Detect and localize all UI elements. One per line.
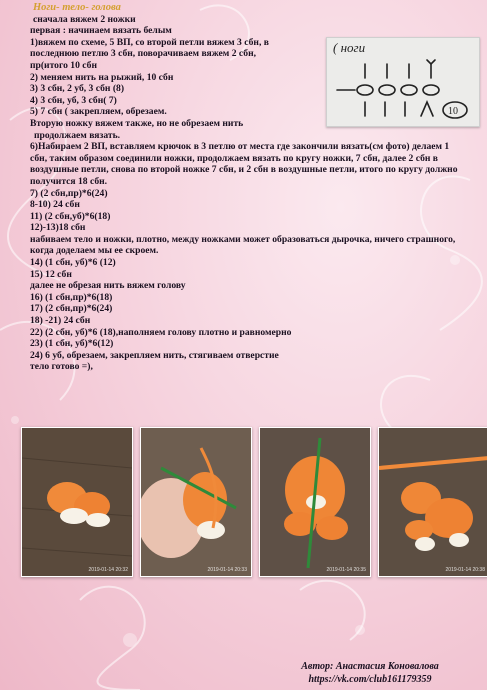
photo-1 <box>21 427 133 577</box>
pattern-text <box>30 2 458 373</box>
text-line: 23) (1 сбн, уб)*6(12) <box>30 338 114 350</box>
text-line: 3) 3 сбн, 2 уб, 3 сбн (8) <box>30 83 125 95</box>
text-line: 24) 6 уб, обрезаем, закрепляем нить, стягиваем отверстие <box>30 349 279 361</box>
text-line: 1)вяжем по схеме, 5 ВП, со второй петли вяжем 3 сбн, в <box>30 36 269 48</box>
text-line: 18) -21) 24 сбн <box>30 315 91 327</box>
photo-2 <box>140 427 252 577</box>
text-line: далее не обрезая нить вяжем голову <box>30 280 186 292</box>
text-line: первая : начинаем вязать белым <box>30 25 172 37</box>
photo-timestamp: 2019-01-14 20:33 <box>207 567 247 573</box>
section-title: Ноги- тело- голова <box>33 2 121 13</box>
text-paragraph: набиваем тело и ножки, плотно, между ножками может образоваться дырочка, ничего страшного, когда доделаем мы ее скроем. <box>30 233 456 257</box>
text-line: 8-10) 24 сбн <box>30 199 80 211</box>
text-line: 5) 7 сбн ( закрепляем, обрезаем. <box>30 106 167 118</box>
photo-timestamp: 2019-01-14 20:32 <box>88 567 128 573</box>
text-line: 4) 3 сбн, уб, 3 сбн( 7) <box>30 94 117 106</box>
text-line: 2) меняем нить на рыжий, 10 сбн <box>30 71 174 83</box>
text-line: тело готово =), <box>30 361 93 373</box>
author-link[interactable]: https://vk.com/club161179359 <box>308 674 432 685</box>
text-line: 12)-13)18 сбн <box>30 222 86 234</box>
text-line: 16) (1 сбн,пр)*6(18) <box>30 291 113 303</box>
text-line: продолжаем вязать. <box>34 129 121 141</box>
text-paragraph: 6)Набираем 2 ВП, вставляем крючок в 3 петлю от места где закончили вязать(см фото) делаем 1 сбн, таким образом соединили ножки, продолжаем вязать по кругу ножки, 7 сбн, далее 2 сбн в воздушные петли, снова по второй ножке 7 сбн, и 2 сбн в воздушные петли, итого по кругу должно получится 18 сбн. <box>30 141 458 187</box>
text-line: 7) (2 сбн,пр)*6(24) <box>30 187 108 199</box>
text-line: Вторую ножку вяжем также, но не обрезаем нить <box>30 117 244 129</box>
photo-timestamp: 2019-01-14 20:35 <box>326 567 366 573</box>
text-line: 17) (2 сбн,пр)*6(24) <box>30 303 113 315</box>
text-line: 14) (1 сбн, уб)*6 (12) <box>30 257 116 269</box>
photo-3 <box>259 427 371 577</box>
author-name: Автор: Анастасия Коновалова <box>301 661 439 672</box>
diagram-circled-count: 10 <box>448 106 458 117</box>
photo-timestamp: 2019-01-14 20:38 <box>445 567 485 573</box>
diagram-header: ( ноги <box>333 40 366 55</box>
text-line: сначала вяжем 2 ножки <box>33 13 136 25</box>
diagram-drawing <box>327 38 479 126</box>
author-credit <box>270 660 470 686</box>
crochet-diagram <box>326 37 480 127</box>
photo-strip <box>21 427 485 577</box>
text-line: 22) (2 сбн, уб)*6 (18),наполняем голову плотно и равномерно <box>30 326 292 338</box>
text-line: пр(итого 10 сбн <box>30 59 97 71</box>
text-line: 11) (2 сбн,уб)*6(18) <box>30 210 111 222</box>
text-line: 15) 12 сбн <box>30 268 72 280</box>
photo-4 <box>378 427 487 577</box>
text-line: последнюю петлю 3 сбн, поворачиваем вяжем 2 сбн, <box>30 48 257 60</box>
